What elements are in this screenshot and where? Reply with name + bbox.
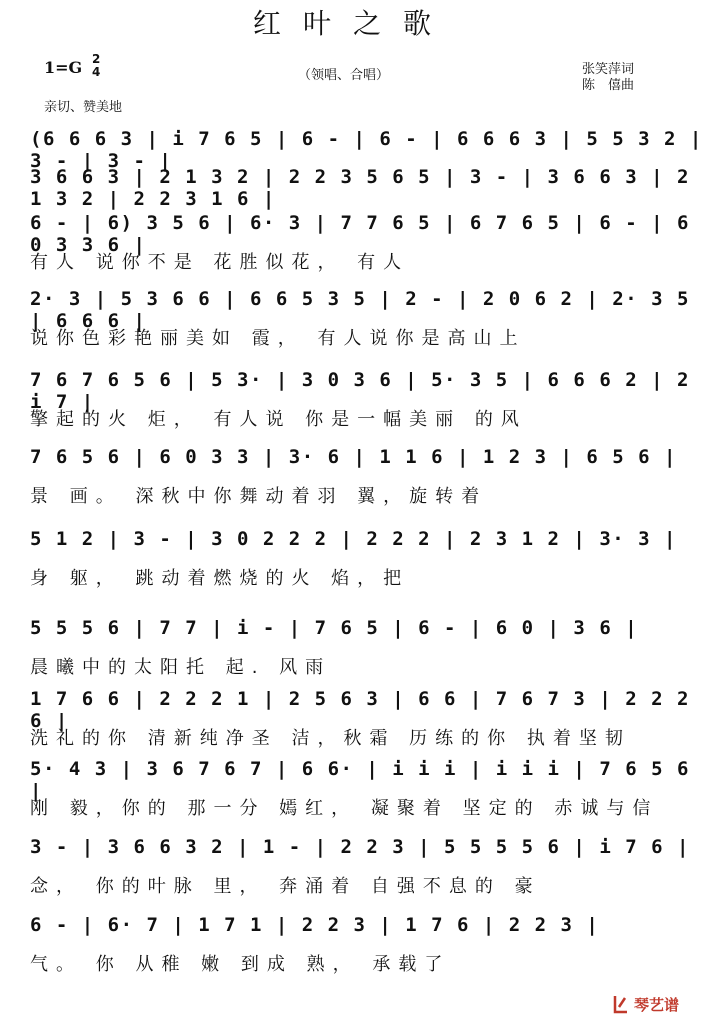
lyrics-line: 晨曦中的太阳托 起. 风雨 [30, 657, 332, 678]
lyrics-line: 念， 你的叶脉 里， 奔涌着 自强不息的 豪 [30, 876, 541, 897]
melody-line: 3 6 6 3 | 2 1 3 2 | 2 2 3 5 6 5 | 3 - | 3 6 6 3 | 2 1 3 2 | 2 2 3 1 6 | [30, 166, 690, 210]
lyrics-line: 身 躯， 跳动着燃烧的火 焰，把 [30, 568, 410, 589]
lyrics-line: 刚 毅，你的 那一分 嫣红， 凝聚着 坚定的 赤诚与信 [30, 798, 659, 819]
performance-note: （领唱、合唱） [298, 68, 390, 83]
watermark-text: 琴艺谱 [634, 996, 680, 1014]
key-signature: 1=G [44, 58, 83, 77]
melody-line: 5 5 5 6 | 7 7 | i - | 7 6 5 | 6 - | 6 0 | 3 6 | [30, 617, 639, 639]
expression-mark: 亲切、赞美地 [44, 100, 123, 115]
time-signature-top: 2 [92, 52, 101, 66]
lyricist-credit: 张笑萍词 [582, 62, 635, 77]
melody-line: 7 6 7 6 5 6 | 5 3· | 3 0 3 6 | 5· 3 5 | 6 6 6 2 | 2 i 7 | [30, 369, 690, 413]
composer-credit: 陈 僖曲 [582, 78, 635, 93]
lyrics-line: 洗礼的你 清新纯净圣 洁，秋霜 历练的你 执着坚韧 [30, 728, 631, 749]
melody-line: 7 6 5 6 | 6 0 3 3 | 3· 6 | 1 1 6 | 1 2 3 | 6 5 6 | [30, 446, 677, 468]
melody-line: 1 7 6 6 | 2 2 2 1 | 2 5 6 3 | 6 6 | 7 6 7 3 | 2 2 2 6 | [30, 688, 690, 732]
melody-line: 6 - | 6) 3 5 6 | 6· 3 | 7 7 6 5 | 6 7 6 5 | 6 - | 6 0 3 3 6 | [30, 212, 690, 256]
time-signature [92, 53, 100, 79]
melody-line: 3 - | 3 6 6 3 2 | 1 - | 2 2 3 | 5 5 5 5 6 | i 7 6 | [30, 836, 690, 858]
lyrics-line: 有人 说你不是 花胜似花， 有人 [30, 252, 410, 273]
melody-line: 5 1 2 | 3 - | 3 0 2 2 2 | 2 2 2 | 2 3 1 2 | 3· 3 | [30, 528, 677, 550]
song-title: 红叶之歌 [252, 7, 453, 40]
melody-line: 5· 4 3 | 3 6 7 6 7 | 6 6· | i i i | i i i | 7 6 5 6 | [30, 758, 690, 802]
lyrics-line: 说你色彩艳丽美如 霞， 有人说你是高山上 [30, 328, 526, 349]
melody-line: 6 - | 6· 7 | 1 7 1 | 2 2 3 | 1 7 6 | 2 2 3 | [30, 914, 600, 936]
time-signature-bottom: 4 [92, 65, 101, 79]
lyrics-line: 气。 你 从稚 嫩 到成 熟， 承载了 [30, 954, 451, 975]
watermark-logo [612, 993, 698, 1015]
lyrics-line: 擎起的火 炬， 有人说 你是一幅美丽 的风 [30, 409, 527, 430]
lyrics-line: 景 画。 深秋中你舞动着羽 翼，旋转着 [30, 486, 488, 507]
melody-line: 2· 3 | 5 3 6 6 | 6 6 5 3 5 | 2 - | 2 0 6 2 | 2· 3 5 | 6 6 6 | [30, 288, 690, 332]
melody-line: (6 6 6 3 | i 7 6 5 | 6 - | 6 - | 6 6 6 3 | 5 5 3 2 | 3 - | 3 - | [30, 128, 703, 172]
